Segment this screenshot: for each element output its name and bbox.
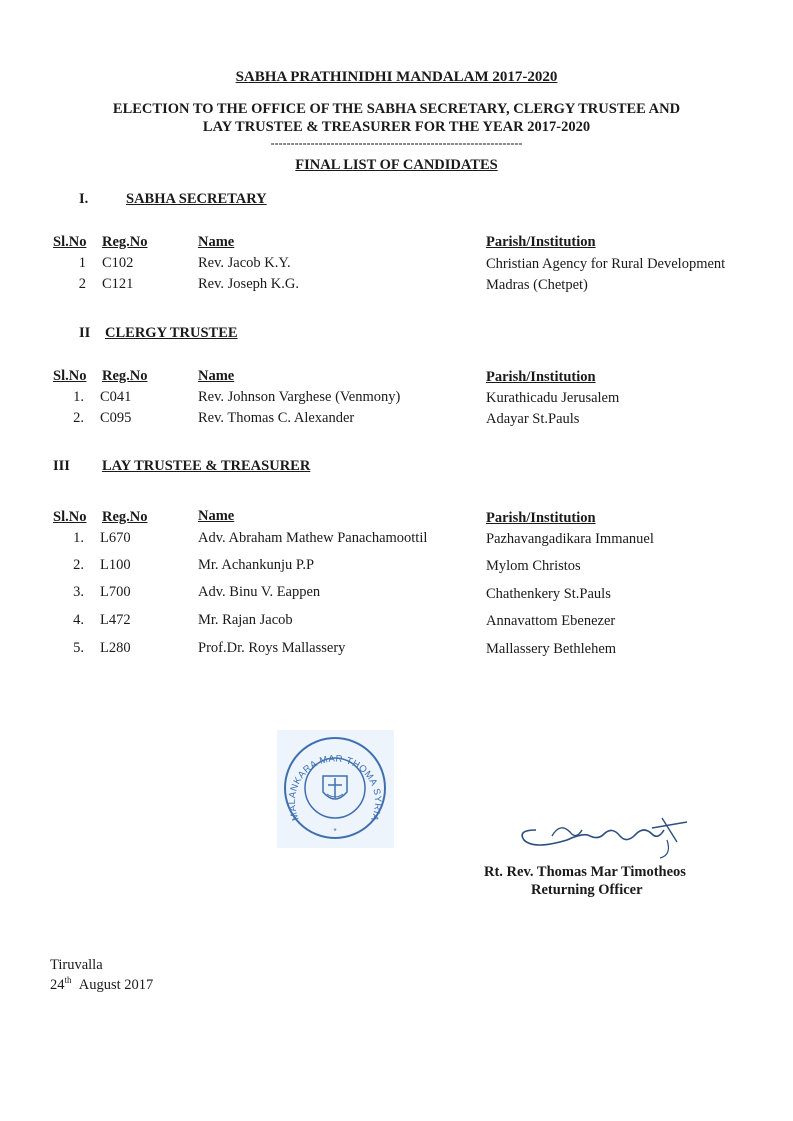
section-title: CLERGY TRUSTEE (105, 325, 238, 341)
section-title: LAY TRUSTEE & TREASURER (102, 458, 311, 474)
row-name: Rev. Joseph K.G. (198, 276, 299, 292)
column-header-parish: Parish/Institution (486, 369, 596, 385)
row-name: Rev. Johnson Varghese (Venmony) (198, 389, 401, 405)
column-header-name: Name (198, 508, 235, 524)
row-parish: Mylom Christos (486, 558, 581, 574)
row-regno: L700 (100, 584, 131, 600)
section-number: I. (79, 191, 89, 207)
header-title: SABHA PRATHINIDHI MANDALAM 2017-2020 (235, 69, 558, 85)
row-name: Mr. Rajan Jacob (198, 612, 293, 628)
row-regno: C095 (100, 410, 132, 426)
row-regno: L670 (100, 530, 131, 546)
column-header-parish: Parish/Institution (486, 510, 596, 526)
column-header-name: Name (198, 368, 235, 384)
section-title: SABHA SECRETARY (126, 191, 267, 207)
column-header-regno: Reg.No (102, 509, 148, 525)
signatory-role: Returning Officer (531, 882, 643, 898)
signature-icon (512, 800, 698, 862)
row-regno: C121 (102, 276, 134, 292)
row-parish: Christian Agency for Rural Development (486, 256, 726, 272)
row-regno: C102 (102, 255, 134, 271)
row-slno: 1. (73, 530, 84, 546)
place: Tiruvalla (50, 957, 103, 973)
date-month-year: August 2017 (78, 976, 154, 993)
header-election-line: ELECTION TO THE OFFICE OF THE SABHA SECRETARY, CLERGY TRUSTEE AND (112, 101, 681, 117)
row-name: Mr. Achankunju P.P (198, 557, 315, 573)
row-slno: 1. (73, 389, 84, 405)
row-slno: 4. (73, 612, 84, 628)
row-slno: 1 (78, 255, 86, 271)
row-parish: Mallassery Bethlehem (486, 641, 617, 657)
column-header-regno: Reg.No (102, 368, 148, 384)
row-name: Rev. Jacob K.Y. (198, 255, 291, 271)
row-parish: Annavattom Ebenezer (486, 613, 616, 629)
row-name: Adv. Abraham Mathew Panachamoottil (198, 530, 428, 546)
row-slno: 5. (73, 640, 84, 656)
row-regno: L472 (100, 612, 131, 628)
row-parish: Madras (Chetpet) (486, 277, 588, 293)
row-slno: 2. (73, 410, 84, 426)
header-election-line-2: LAY TRUSTEE & TREASURER FOR THE YEAR 2017-2020 (202, 119, 591, 135)
row-name: Adv. Binu V. Eappen (198, 584, 321, 600)
row-name: Rev. Thomas C. Alexander (198, 410, 355, 426)
row-parish: Adayar St.Pauls (486, 411, 580, 427)
row-regno: C041 (100, 389, 132, 405)
row-slno: 3. (73, 584, 84, 600)
section-number: III (53, 458, 70, 474)
seal-text: MALANKARA MAR THOMA SYRIA (286, 753, 384, 823)
row-regno: L280 (100, 640, 131, 656)
date-day-suffix: th (64, 975, 72, 985)
signatory-name: Rt. Rev. Thomas Mar Timotheos (484, 864, 686, 880)
seal-emblem-icon (277, 730, 394, 848)
row-parish: Chathenkery St.Pauls (486, 586, 611, 602)
date-day: 24 (50, 976, 65, 993)
row-parish: Pazhavangadikara Immanuel (486, 531, 654, 547)
list-title: FINAL LIST OF CANDIDATES (295, 157, 498, 173)
church-seal (277, 730, 394, 848)
header-divider: --------------------------------------------------------------- (270, 136, 523, 150)
column-header-name: Name (198, 234, 235, 250)
column-header-parish: Parish/Institution (486, 234, 596, 250)
column-header-slno: Sl.No (53, 234, 87, 250)
row-slno: 2 (78, 276, 86, 292)
date (50, 975, 153, 994)
row-regno: L100 (100, 557, 131, 573)
row-name: Prof.Dr. Roys Mallassery (198, 640, 346, 656)
row-parish: Kurathicadu Jerusalem (486, 390, 620, 406)
row-slno: 2. (73, 557, 84, 573)
svg-text:*: * (333, 827, 337, 836)
column-header-regno: Reg.No (102, 234, 148, 250)
section-number: II (79, 325, 91, 341)
column-header-slno: Sl.No (53, 509, 87, 525)
column-header-slno: Sl.No (53, 368, 87, 384)
